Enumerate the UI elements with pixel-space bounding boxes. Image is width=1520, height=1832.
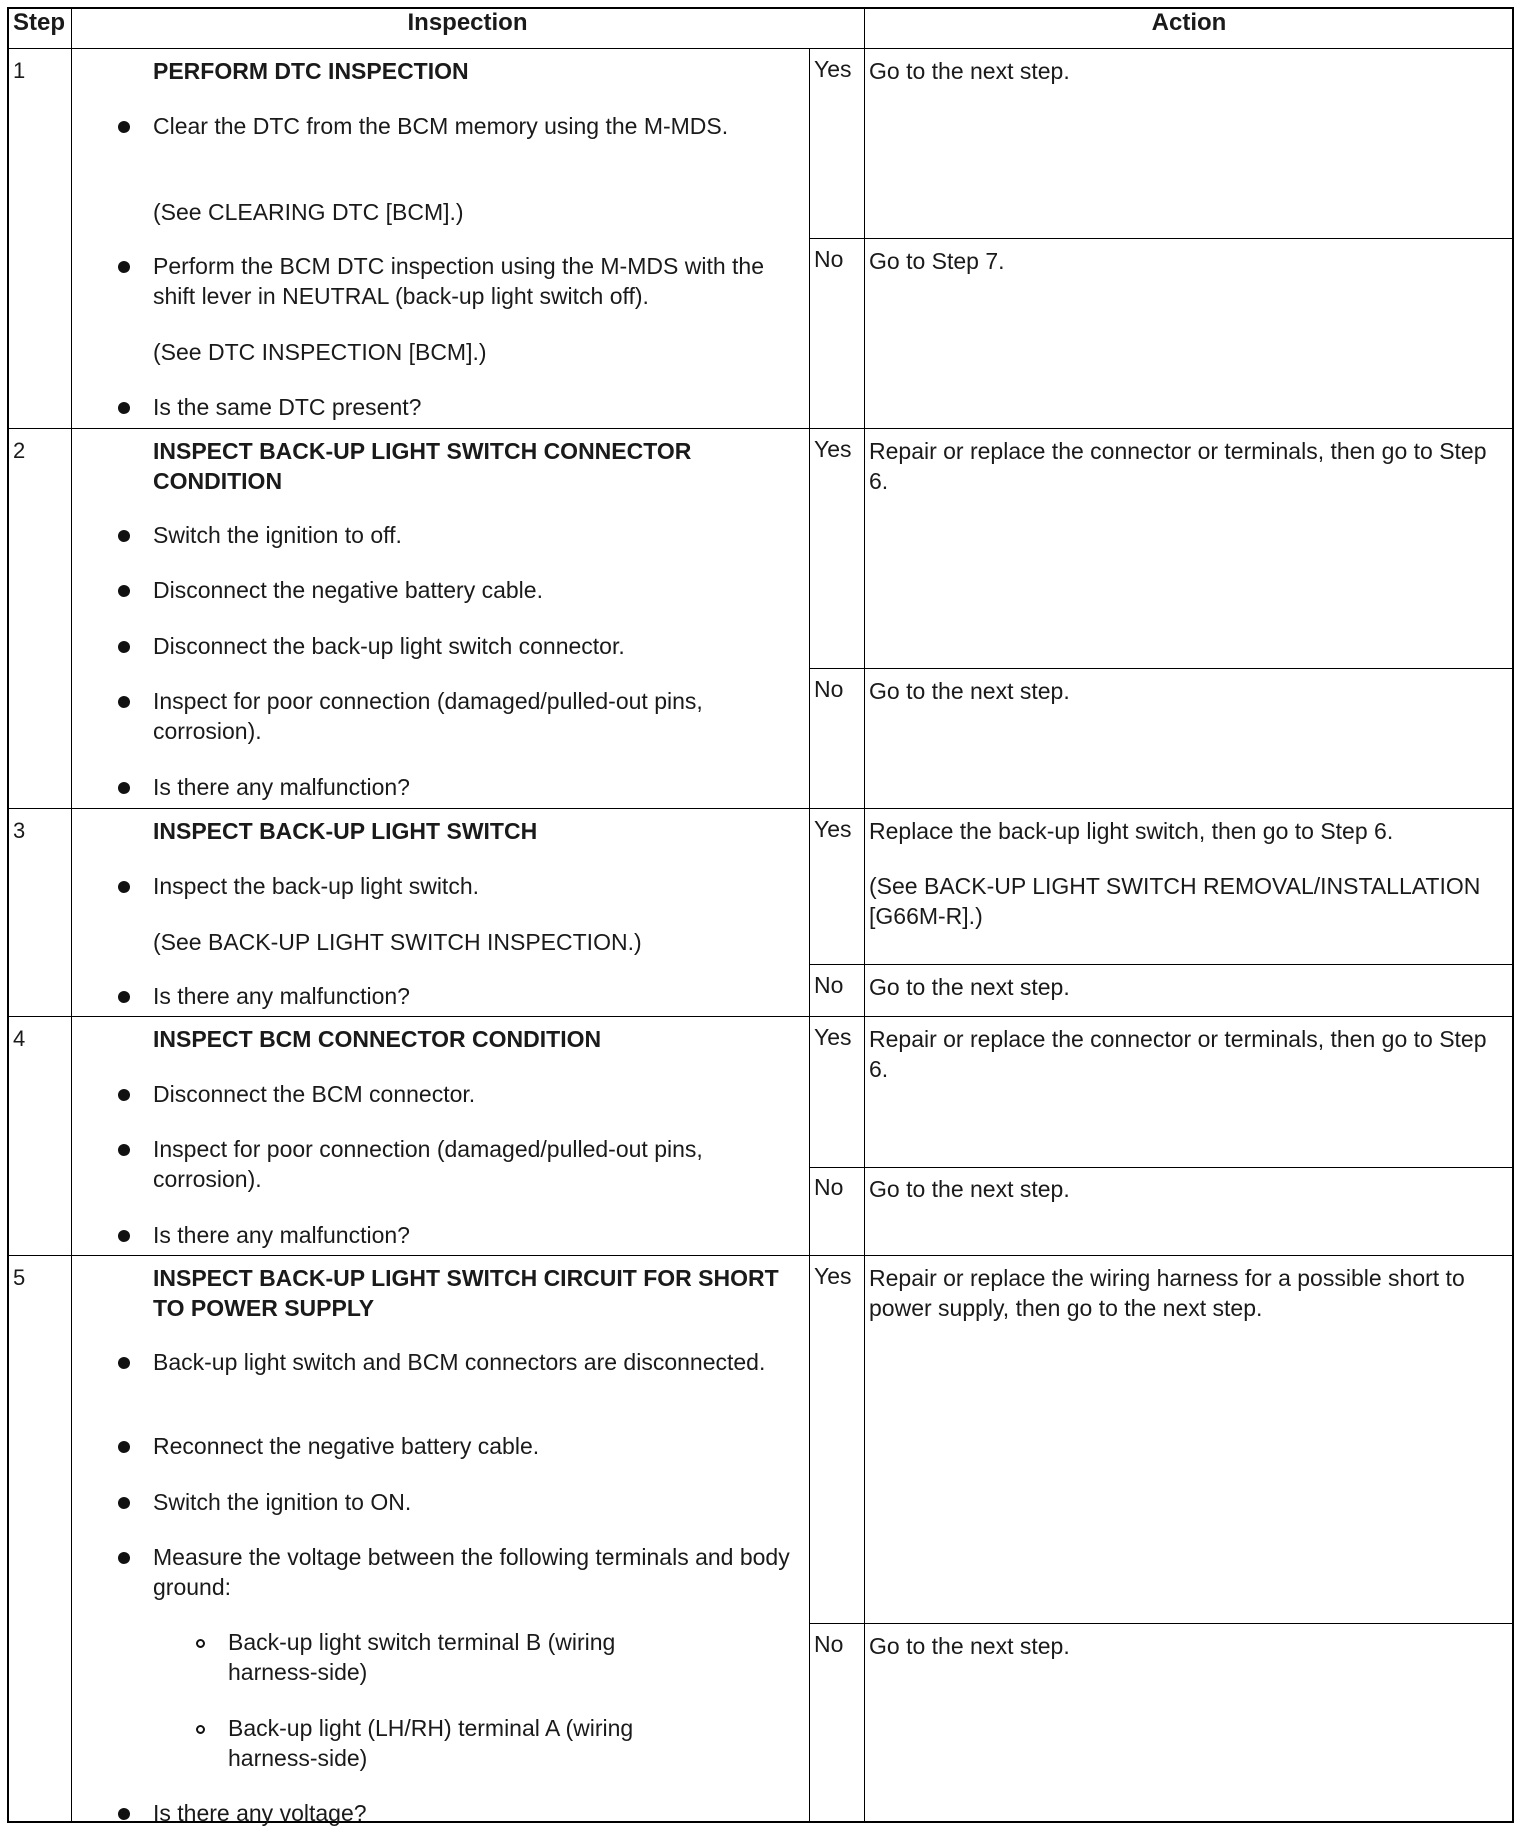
bullet-icon xyxy=(118,696,130,708)
step-column-divider xyxy=(71,7,72,1823)
inspection-question: Is there any voltage? xyxy=(153,1800,367,1826)
yes-label: Yes xyxy=(814,436,852,462)
step-number: 2 xyxy=(13,438,26,463)
bullet-icon xyxy=(118,121,130,133)
step-title: INSPECT BACK-UP LIGHT SWITCH xyxy=(153,818,538,844)
inspection-item: Switch the ignition to off. xyxy=(153,522,402,548)
step-title: INSPECT BCM CONNECTOR CONDITION xyxy=(153,1026,602,1052)
bullet-icon xyxy=(118,881,130,893)
bullet-icon xyxy=(118,585,130,597)
bullet-icon xyxy=(118,1552,130,1564)
step-number: 1 xyxy=(13,58,26,83)
step-number: 4 xyxy=(13,1026,26,1051)
yes-no-divider xyxy=(809,668,1514,669)
yes-label: Yes xyxy=(814,56,852,82)
row-divider xyxy=(7,428,1514,429)
inspection-item: Back-up light switch and BCM connectors are disconnected. xyxy=(153,1349,766,1375)
step-title: PERFORM DTC INSPECTION xyxy=(153,58,469,84)
bullet-icon xyxy=(118,641,130,653)
yes-no-divider xyxy=(809,1167,1514,1168)
bullet-icon xyxy=(118,1497,130,1509)
inspection-item: Disconnect the negative battery cable. xyxy=(153,577,543,603)
no-label: No xyxy=(814,1631,844,1657)
bullet-icon xyxy=(118,261,130,273)
no-label: No xyxy=(814,676,844,702)
inspection-item: Perform the BCM DTC inspection using the M-MDS with the shift lever in NEUTRAL (back-up light switch off). xyxy=(153,253,764,309)
inspection-item: Clear the DTC from the BCM memory using the M-MDS. xyxy=(153,113,729,139)
inspection-subitem: Back-up light switch terminal B (wiring harness-side) xyxy=(228,1629,616,1685)
bullet-icon xyxy=(118,991,130,1003)
yes-action-reference: (See BACK-UP LIGHT SWITCH REMOVAL/INSTALLATION [G66M-R].) xyxy=(869,873,1481,929)
no-action: Go to the next step. xyxy=(869,1633,1070,1659)
bullet-icon xyxy=(118,402,130,414)
yes-action: Repair or replace the connector or terminals, then go to Step 6. xyxy=(869,1026,1487,1082)
bullet-icon xyxy=(118,1808,130,1820)
inspection-subitem: Back-up light (LH/RH) terminal A (wiring harness-side) xyxy=(228,1715,634,1771)
yes-action: Repair or replace the wiring harness for a possible short to power supply, then go to the next step. xyxy=(869,1265,1465,1321)
inspection-item: Measure the voltage between the following terminals and body ground: xyxy=(153,1544,790,1600)
inspection-item: Disconnect the back-up light switch connector. xyxy=(153,633,625,659)
inspection-question: Is there any malfunction? xyxy=(153,983,410,1009)
step-number: 5 xyxy=(13,1265,26,1290)
bullet-icon xyxy=(118,1357,130,1369)
row-divider xyxy=(7,1016,1514,1017)
inspection-item: Disconnect the BCM connector. xyxy=(153,1081,476,1107)
bullet-icon xyxy=(118,1441,130,1453)
row-divider xyxy=(7,1255,1514,1256)
yes-label: Yes xyxy=(814,1024,852,1050)
yes-no-column-divider xyxy=(809,48,810,1823)
inspection-item: Inspect the back-up light switch. xyxy=(153,873,479,899)
inspection-question: Is there any malfunction? xyxy=(153,1222,410,1248)
inspection-item: Switch the ignition to ON. xyxy=(153,1489,412,1515)
inspection-item: Inspect for poor connection (damaged/pulled-out pins, corrosion). xyxy=(153,1136,703,1192)
bullet-icon xyxy=(118,530,130,542)
bullet-icon xyxy=(118,1144,130,1156)
yes-no-divider xyxy=(809,964,1514,965)
no-action: Go to Step 7. xyxy=(869,248,1005,274)
header-divider xyxy=(7,48,1514,49)
step-title: INSPECT BACK-UP LIGHT SWITCH CIRCUIT FOR SHORT TO POWER SUPPLY xyxy=(153,1265,779,1321)
yes-action: Repair or replace the connector or terminals, then go to Step 6. xyxy=(869,438,1487,494)
yes-action: Replace the back-up light switch, then go to Step 6. xyxy=(869,818,1394,844)
yes-label: Yes xyxy=(814,1263,852,1289)
no-label: No xyxy=(814,1174,844,1200)
step-number: 3 xyxy=(13,818,26,843)
action-column-divider xyxy=(864,7,865,1823)
bullet-icon xyxy=(118,1230,130,1242)
yes-no-divider xyxy=(809,238,1514,239)
bullet-icon xyxy=(118,1089,130,1101)
inspection-question: Is there any malfunction? xyxy=(153,774,410,800)
header-action: Action xyxy=(1151,9,1227,36)
inspection-reference: (See BACK-UP LIGHT SWITCH INSPECTION.) xyxy=(153,929,642,955)
no-action: Go to the next step. xyxy=(869,1176,1070,1202)
no-label: No xyxy=(814,972,844,998)
inspection-reference: (See CLEARING DTC [BCM].) xyxy=(153,199,464,225)
inspection-question: Is the same DTC present? xyxy=(153,394,422,420)
bullet-icon xyxy=(118,782,130,794)
no-action: Go to the next step. xyxy=(869,678,1070,704)
row-divider xyxy=(7,808,1514,809)
yes-label: Yes xyxy=(814,816,852,842)
sub-bullet-icon xyxy=(196,1725,205,1734)
yes-no-divider xyxy=(809,1623,1514,1624)
no-action: Go to the next step. xyxy=(869,974,1070,1000)
inspection-item: Inspect for poor connection (damaged/pulled-out pins, corrosion). xyxy=(153,688,703,744)
header-step: Step xyxy=(12,9,65,36)
inspection-item: Reconnect the negative battery cable. xyxy=(153,1433,540,1459)
sub-bullet-icon xyxy=(196,1639,205,1648)
step-title: INSPECT BACK-UP LIGHT SWITCH CONNECTOR CONDITION xyxy=(153,438,692,494)
no-label: No xyxy=(814,246,844,272)
header-inspection: Inspection xyxy=(407,9,528,36)
inspection-reference: (See DTC INSPECTION [BCM].) xyxy=(153,339,487,365)
yes-action: Go to the next step. xyxy=(869,58,1070,84)
